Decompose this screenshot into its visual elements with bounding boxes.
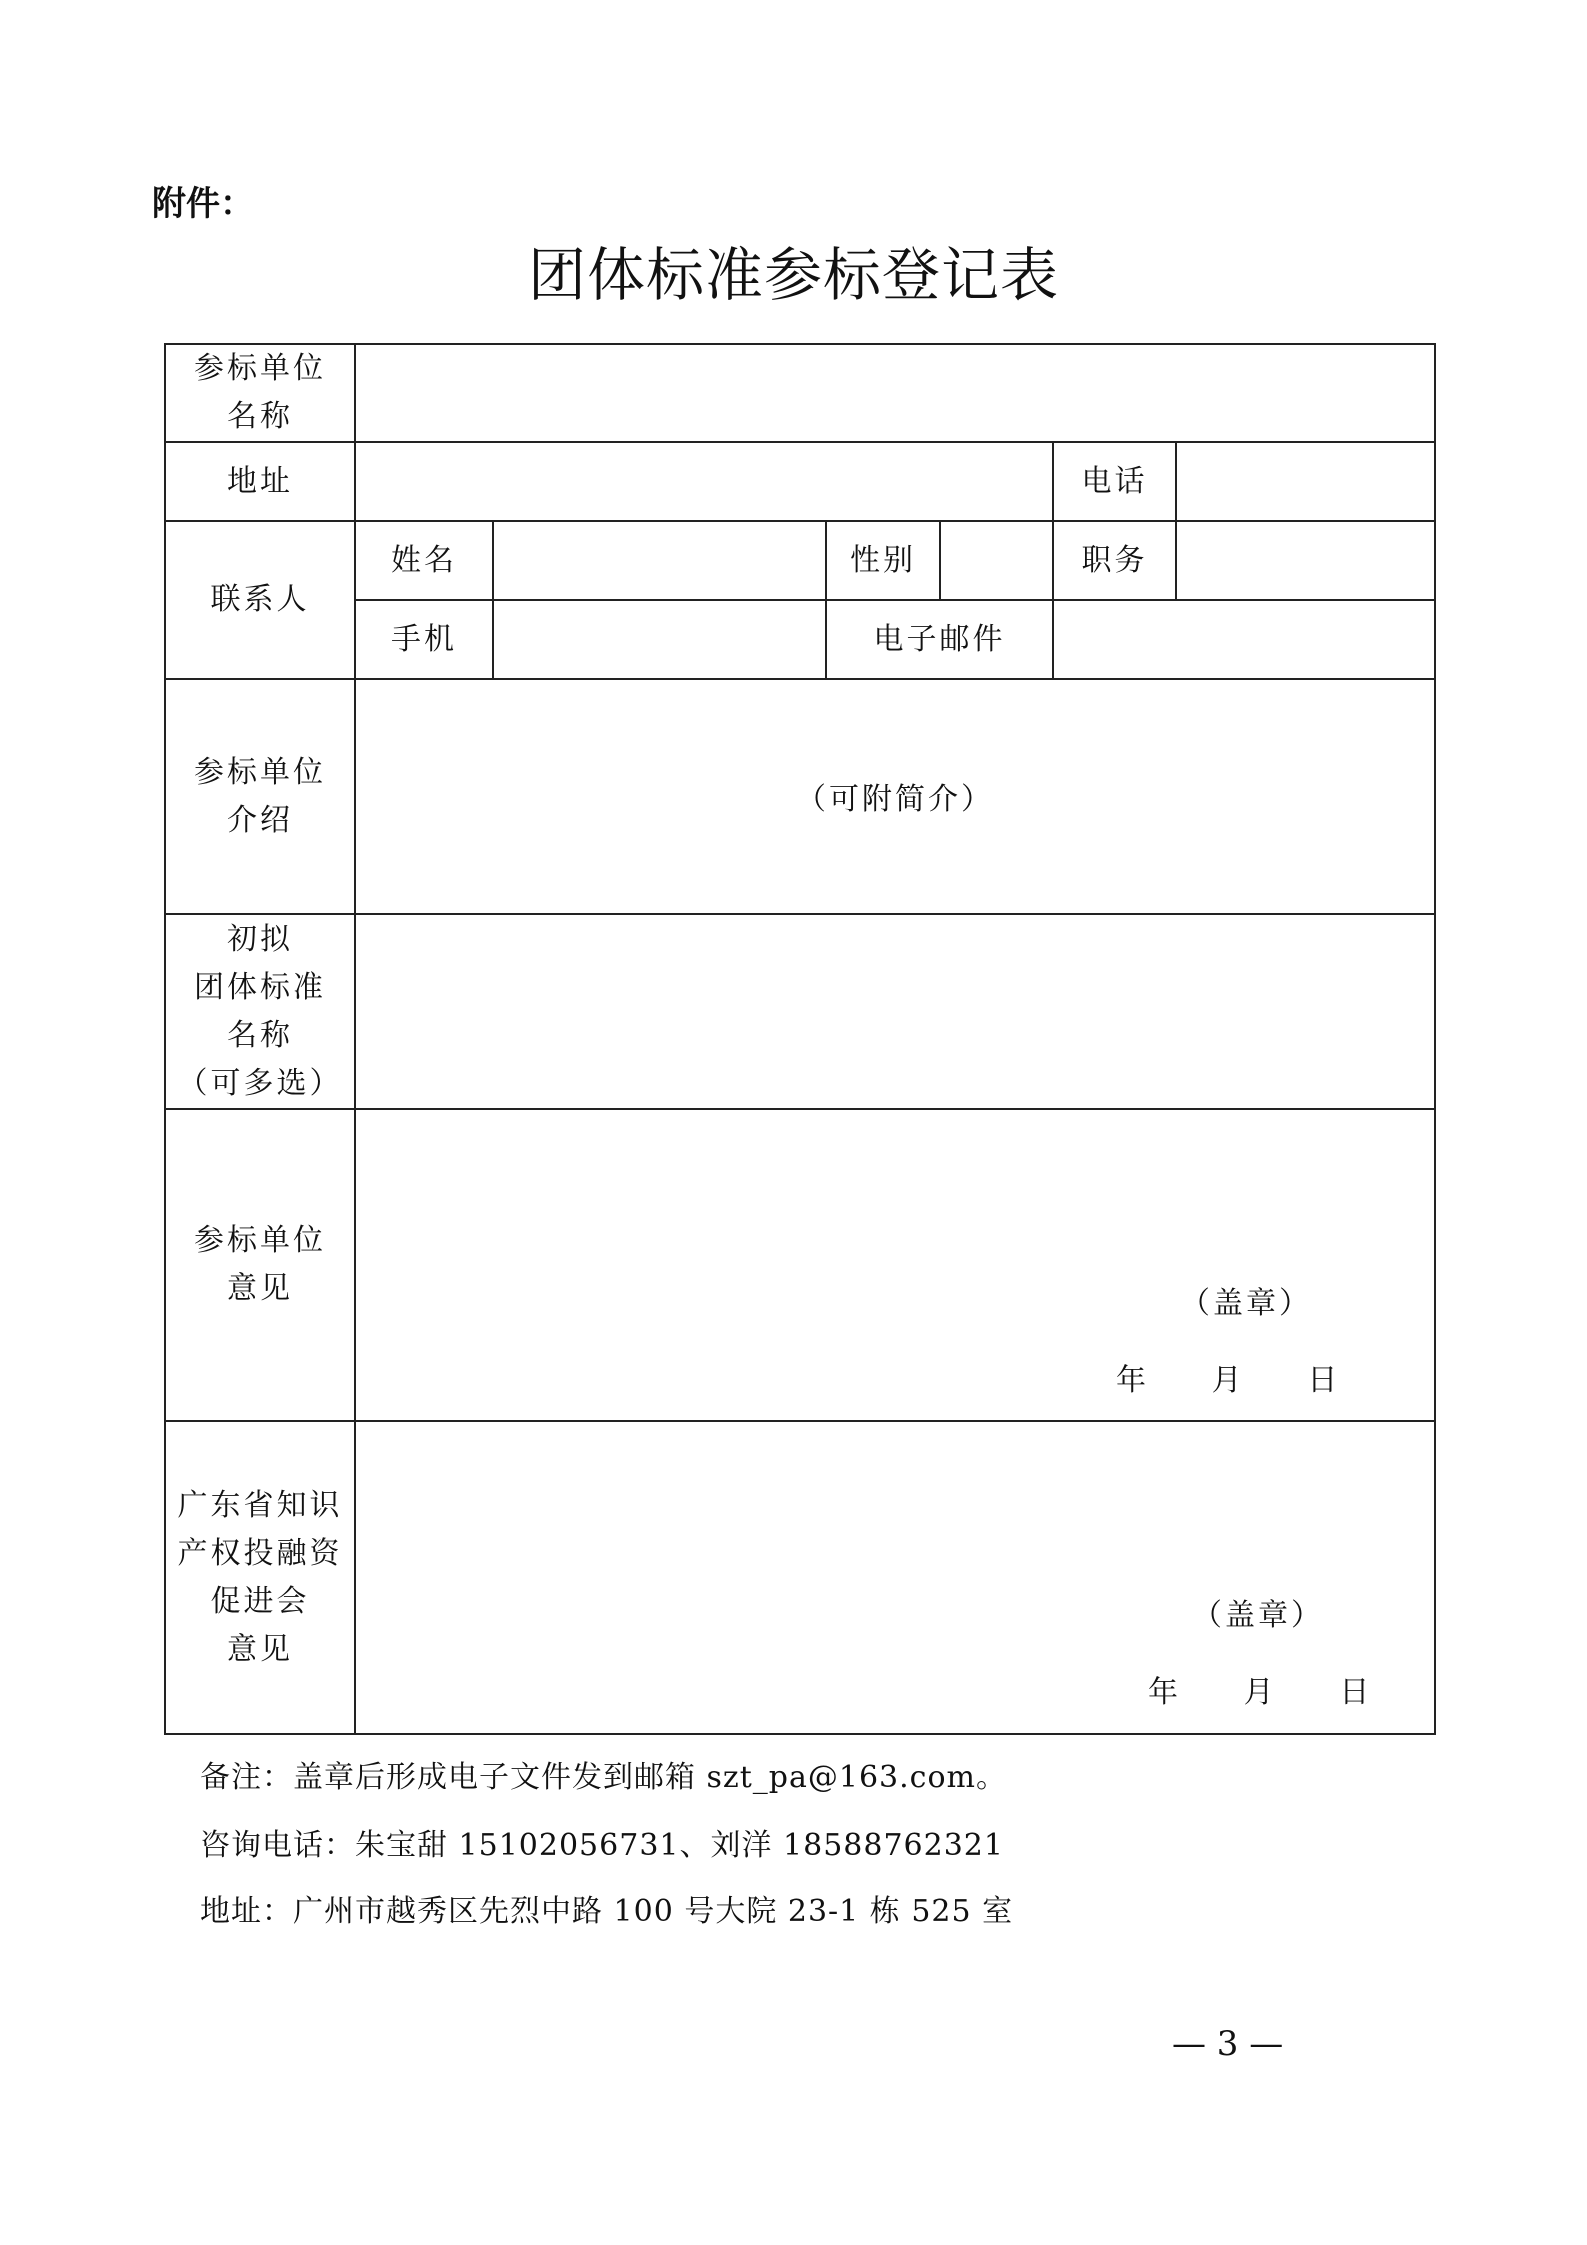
email-label: 电子邮件 bbox=[826, 600, 1053, 679]
email-field[interactable] bbox=[1053, 600, 1435, 679]
address-note: 地址：广州市越秀区先烈中路 100 号大院 23-1 栋 525 室 bbox=[200, 1894, 1014, 1929]
contact-label: 联系人 bbox=[165, 521, 355, 679]
position-field[interactable] bbox=[1176, 521, 1435, 600]
seal-label: （盖章） bbox=[1192, 1598, 1324, 1633]
intro-field[interactable] bbox=[355, 679, 1435, 914]
registration-form-table bbox=[164, 343, 1436, 1735]
seal-label: （盖章） bbox=[1180, 1286, 1312, 1321]
name-label: 姓名 bbox=[355, 521, 493, 600]
date-label: 年 月 日 bbox=[1116, 1363, 1341, 1398]
intro-hint: （可附简介） bbox=[796, 782, 995, 817]
page-number: — 3 — bbox=[1172, 2024, 1284, 2064]
attachment-label: 附件： bbox=[152, 184, 254, 224]
position-label: 职务 bbox=[1053, 521, 1176, 600]
name-field[interactable] bbox=[493, 521, 826, 600]
unit-opinion-field[interactable] bbox=[355, 1109, 1435, 1421]
gender-label: 性别 bbox=[826, 521, 940, 600]
standard-name-label: 初拟 团体标准 名称 （可多选） bbox=[165, 914, 355, 1109]
date-label: 年 月 日 bbox=[1148, 1675, 1373, 1710]
standard-name-field[interactable] bbox=[355, 914, 1435, 1109]
association-opinion-field[interactable] bbox=[355, 1421, 1435, 1734]
form-title: 团体标准参标登记表 bbox=[527, 241, 1059, 309]
mobile-field[interactable] bbox=[493, 600, 826, 679]
phone-field[interactable] bbox=[1176, 442, 1435, 521]
mobile-label: 手机 bbox=[355, 600, 493, 679]
address-field[interactable] bbox=[355, 442, 1053, 521]
address-label: 地址 bbox=[165, 442, 355, 521]
unit-name-label: 参标单位 名称 bbox=[165, 344, 355, 442]
phone-label: 电话 bbox=[1053, 442, 1176, 521]
consult-phone-note: 咨询电话：朱宝甜 15102056731、刘洋 18588762321 bbox=[200, 1828, 1004, 1863]
unit-name-field[interactable] bbox=[355, 344, 1435, 442]
remark-note: 备注：盖章后形成电子文件发到邮箱 szt_pa@163.com。 bbox=[200, 1760, 1007, 1795]
gender-field[interactable] bbox=[940, 521, 1053, 600]
unit-opinion-label: 参标单位 意见 bbox=[165, 1109, 355, 1421]
intro-label: 参标单位 介绍 bbox=[165, 679, 355, 914]
association-opinion-label: 广东省知识 产权投融资 促进会 意见 bbox=[165, 1421, 355, 1734]
